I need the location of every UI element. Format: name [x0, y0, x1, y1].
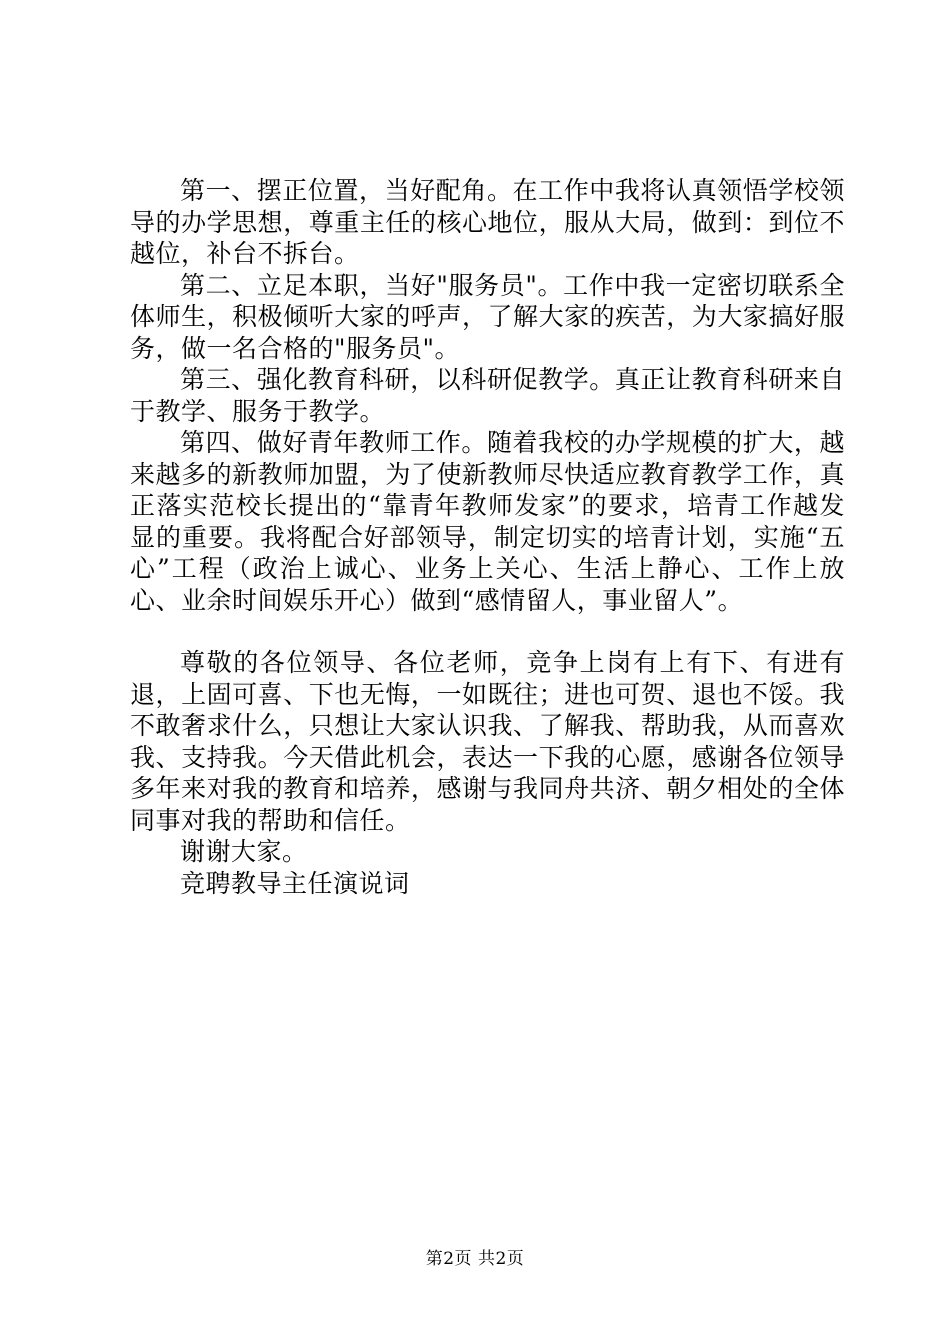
paragraph-point-one: 第一、摆正位置，当好配角。在工作中我将认真领悟学校领导的办学思想，尊重主任的核心地位，服从大局，做到：到位不越位，补台不拆台。 — [130, 176, 845, 268]
document-body — [130, 175, 845, 899]
paragraph-title-line: 竞聘教导主任演说词 — [180, 868, 410, 898]
paragraph-point-two: 第二、立足本职，当好"服务员"。工作中我一定密切联系全体师生，积极倾听大家的呼声，了解大家的疾苦，为大家搞好服务，做一名合格的"服务员"。 — [130, 270, 845, 363]
page-footer: 第2页 共2页 — [425, 1249, 525, 1269]
paragraph-spacer — [130, 616, 845, 647]
paragraph-thanks: 谢谢大家。 — [180, 837, 308, 866]
paragraph-closing: 尊敬的各位领导、各位老师，竞争上岗有上有下、有进有退，上固可喜、下也无悔，一如既往；进也可贺、退也不馁。我不敢奢求什么，只想让大家认识我、了解我、帮助我，从而喜欢我、支持我。今天借此机会，表达一下我的心愿，感谢各位领导多年来对我的教育和培养，感谢与我同舟共济、朝夕相处的全体同事对我的帮助和信任。 — [130, 648, 845, 835]
paragraph-point-three: 第三、强化教育科研，以科研促教学。真正让教育科研来自于教学、服务于教学。 — [130, 365, 845, 426]
paragraph-point-four: 第四、做好青年教师工作。随着我校的办学规模的扩大，越来越多的新教师加盟，为了使新教师尽快适应教育教学工作，真正落实范校长提出的“靠青年教师发家”的要求，培青工作越发显的重要。我将配合好部领导，制定切实的培青计划，实施“五心”工程（政治上诚心、业务上关心、生活上静心、工作上放心、业余时间娱乐开心）做到“感情留人，事业留人”。 — [130, 428, 845, 615]
